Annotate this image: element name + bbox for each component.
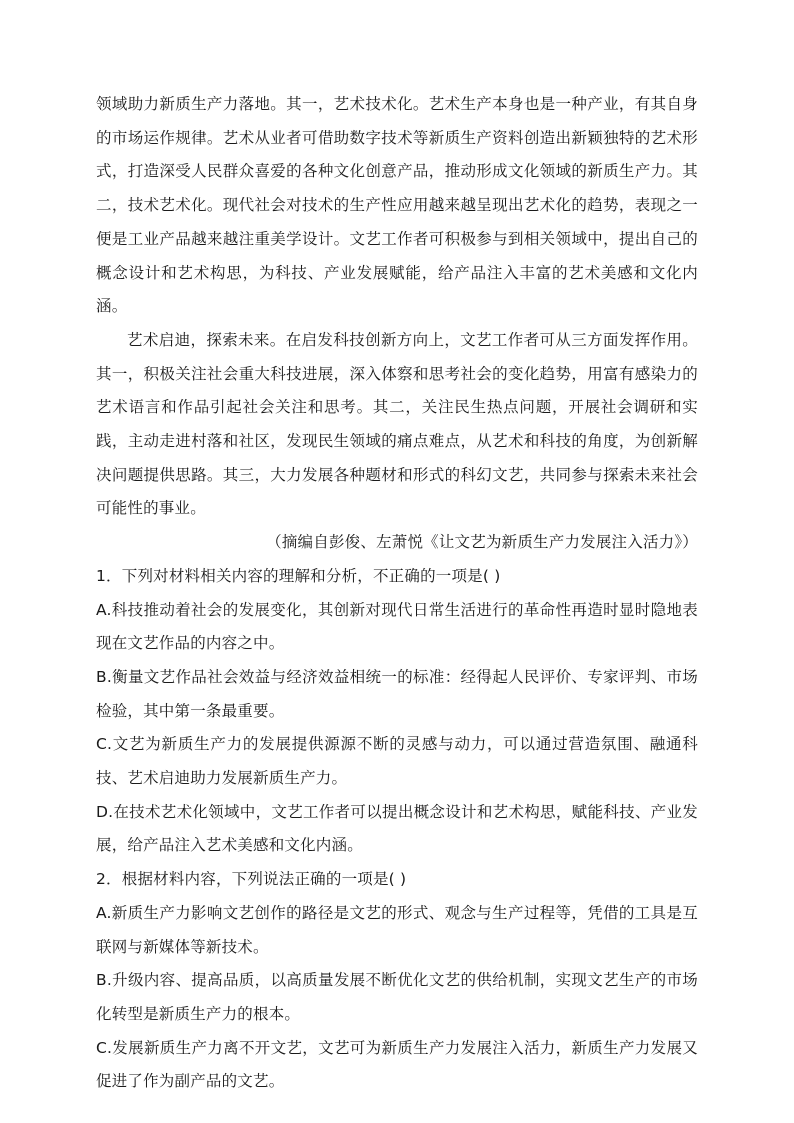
passage-citation: （摘编自彭俊、左萧悦《让文艺为新质生产力发展注入活力》） (266, 533, 698, 552)
question-2 (96, 863, 698, 1099)
option-b[interactable]: B.衡量文艺作品社会效益与经济效益相统一的标准：经得起人民评价、专家评判、市场检验，其中第一条最重要。 (96, 667, 698, 720)
question-stem: 1．下列对材料相关内容的理解和分析，不正确的一项是( ) (96, 566, 501, 585)
question-1 (96, 560, 698, 863)
document-page (96, 88, 698, 1099)
option-b[interactable]: B.升级内容、提高品质，以高质量发展不断优化文艺的供给机制，实现文艺生产的市场化转型是新质生产力的根本。 (96, 971, 698, 1023)
passage-paragraph: 领域助力新质生产力落地。其一，艺术技术化。艺术生产本身也是一种产业，有其自身的市场运作规律。艺术从业者可借助数字技术等新质生产资料创造出新颖独特的艺术形式，打造深受人民群众喜爱的各种文化创意产品，推动形成文化领域的新质生产力。其二，技术艺术化。现代社会对技术的生产性应用越来越呈现出艺术化的趋势，表现之一便是工业产品越来越注重美学设计。文艺工作者可积极参与到相关领域中，提出自己的概念设计和艺术构思，为科技、产业发展赋能，给产品注入丰富的艺术美感和文化内涵。 (96, 95, 698, 316)
question-stem: 2．根据材料内容，下列说法正确的一项是( ) (96, 870, 407, 889)
option-c[interactable]: C.文艺为新质生产力的发展提供源源不断的灵感与动力，可以通过营造氛围、融通科技、艺术启迪助力发展新质生产力。 (96, 735, 698, 788)
option-d[interactable]: D.在技术艺术化领域中，文艺工作者可以提出概念设计和艺术构思，赋能科技、产业发展，给产品注入艺术美感和文化内涵。 (96, 802, 698, 855)
option-a[interactable]: A.科技推动着社会的发展变化，其创新对现代日常生活进行的革命性再造时显时隐地表现在文艺作品的内容之中。 (96, 600, 698, 653)
option-c[interactable]: C.发展新质生产力离不开文艺，文艺可为新质生产力发展注入活力，新质生产力发展又促进了作为副产品的文艺。 (96, 1038, 698, 1091)
option-a[interactable]: A.新质生产力影响文艺创作的路径是文艺的形式、观念与生产过程等，凭借的工具是互联网与新媒体等新技术。 (96, 903, 698, 956)
passage-paragraph: 艺术启迪，探索未来。在启发科技创新方向上，文艺工作者可从三方面发挥作用。其一，积极关注社会重大科技进展，深入体察和思考社会的变化趋势，用富有感染力的艺术语言和作品引起社会关注和思考。其二，关注民生热点问题，开展社会调研和实践，主动走进村落和社区，发现民生领域的痛点难点，从艺术和科技的角度，为创新解决问题提供思路。其三，大力发展各种题材和形式的科幻文艺，共同参与探索未来社会可能性的事业。 (96, 330, 698, 518)
